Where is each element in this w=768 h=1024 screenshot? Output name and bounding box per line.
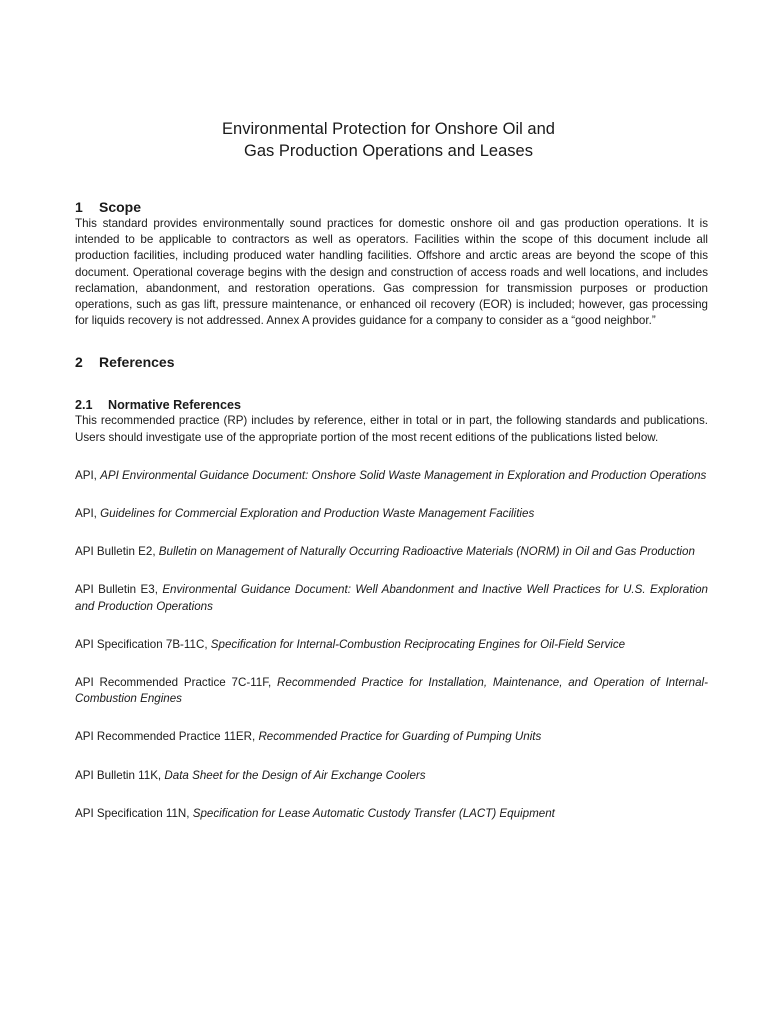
document-title-line-2: Gas Production Operations and Leases — [244, 142, 533, 160]
reference-prefix: API Bulletin E3, — [75, 583, 163, 597]
reference-title: Data Sheet for the Design of Air Exchange Coolers — [164, 768, 426, 782]
reference-prefix: API, — [75, 507, 101, 521]
reference-item — [75, 675, 708, 707]
reference-item — [75, 806, 708, 822]
reference-prefix: API Bulletin E2, — [75, 545, 159, 559]
section-heading-references — [75, 353, 708, 371]
reference-item — [75, 729, 708, 745]
reference-item — [75, 582, 708, 614]
reference-title: Environmental Guidance Document: Well Abandonment and Inactive Well Practices for U.S. Exploration and Production Operations — [75, 583, 709, 613]
reference-prefix: API Recommended Practice 7C-11F, — [75, 676, 278, 690]
reference-list — [75, 468, 708, 822]
section-number: 2 — [75, 354, 83, 371]
reference-title: Recommended Practice for Installation, Maintenance, and Operation of Internal-Combustion Engines — [75, 676, 708, 706]
section-heading-scope — [75, 198, 708, 216]
subsection-title: Normative References — [108, 398, 241, 413]
reference-title: Specification for Internal-Combustion Reciprocating Engines for Oil-Field Service — [210, 637, 626, 651]
reference-item — [75, 768, 708, 784]
reference-title: Specification for Lease Automatic Custody Transfer (LACT) Equipment — [192, 806, 555, 820]
reference-title: Recommended Practice for Guarding of Pumping Units — [258, 730, 542, 744]
section-title: References — [99, 354, 175, 371]
reference-item — [75, 637, 708, 653]
subsection-number: 2.1 — [75, 398, 93, 413]
subsection-heading-normative-references — [75, 397, 708, 413]
reference-prefix: API Specification 11N, — [75, 806, 193, 820]
reference-title: API Environmental Guidance Document: Onshore Solid Waste Management in Exploration and Production Operations — [100, 468, 707, 482]
reference-prefix: API Recommended Practice 11ER, — [75, 730, 259, 744]
section-title: Scope — [99, 199, 142, 215]
reference-item — [75, 468, 708, 484]
scope-paragraph: This standard provides environmentally sound practices for domestic onshore oil and gas production operations. It is intended to be applicable to contractors as well as operators. Facilities within the scope of this document include all production facilities, including produced water handling facilities. Offshore and arctic areas are beyond the scope of this document. Operational coverage begins with the design and construction of access roads and well locations, and includes reclamation, abandonment, and restoration operations. Gas compression for transmission purposes or production operations, such as gas lift, pressure maintenance, or enhanced oil recovery (EOR) is included; however, gas processing for liquids recovery is not addressed. Annex A provides guidance for a company to consider as a “good neighbor.” — [75, 217, 708, 328]
reference-title: Guidelines for Commercial Exploration and Production Waste Management Facilities — [100, 507, 535, 521]
reference-prefix: API, — [75, 468, 101, 482]
reference-prefix: API Specification 7B-11C, — [75, 637, 211, 651]
reference-title: Bulletin on Management of Naturally Occurring Radioactive Materials (NORM) in Oil and Gas Production — [158, 545, 695, 559]
document-title — [75, 118, 708, 162]
reference-item — [75, 544, 708, 560]
reference-prefix: API Bulletin 11K, — [75, 768, 165, 782]
document-title-line-1: Environmental Protection for Onshore Oil and — [222, 120, 555, 138]
section-number: 1 — [75, 199, 83, 215]
normative-references-paragraph: This recommended practice (RP) includes by reference, either in total or in part, the following standards and publications. Users should investigate use of the appropriate portion of the most recent editions of the publications listed below. — [75, 414, 708, 444]
reference-item — [75, 506, 708, 522]
